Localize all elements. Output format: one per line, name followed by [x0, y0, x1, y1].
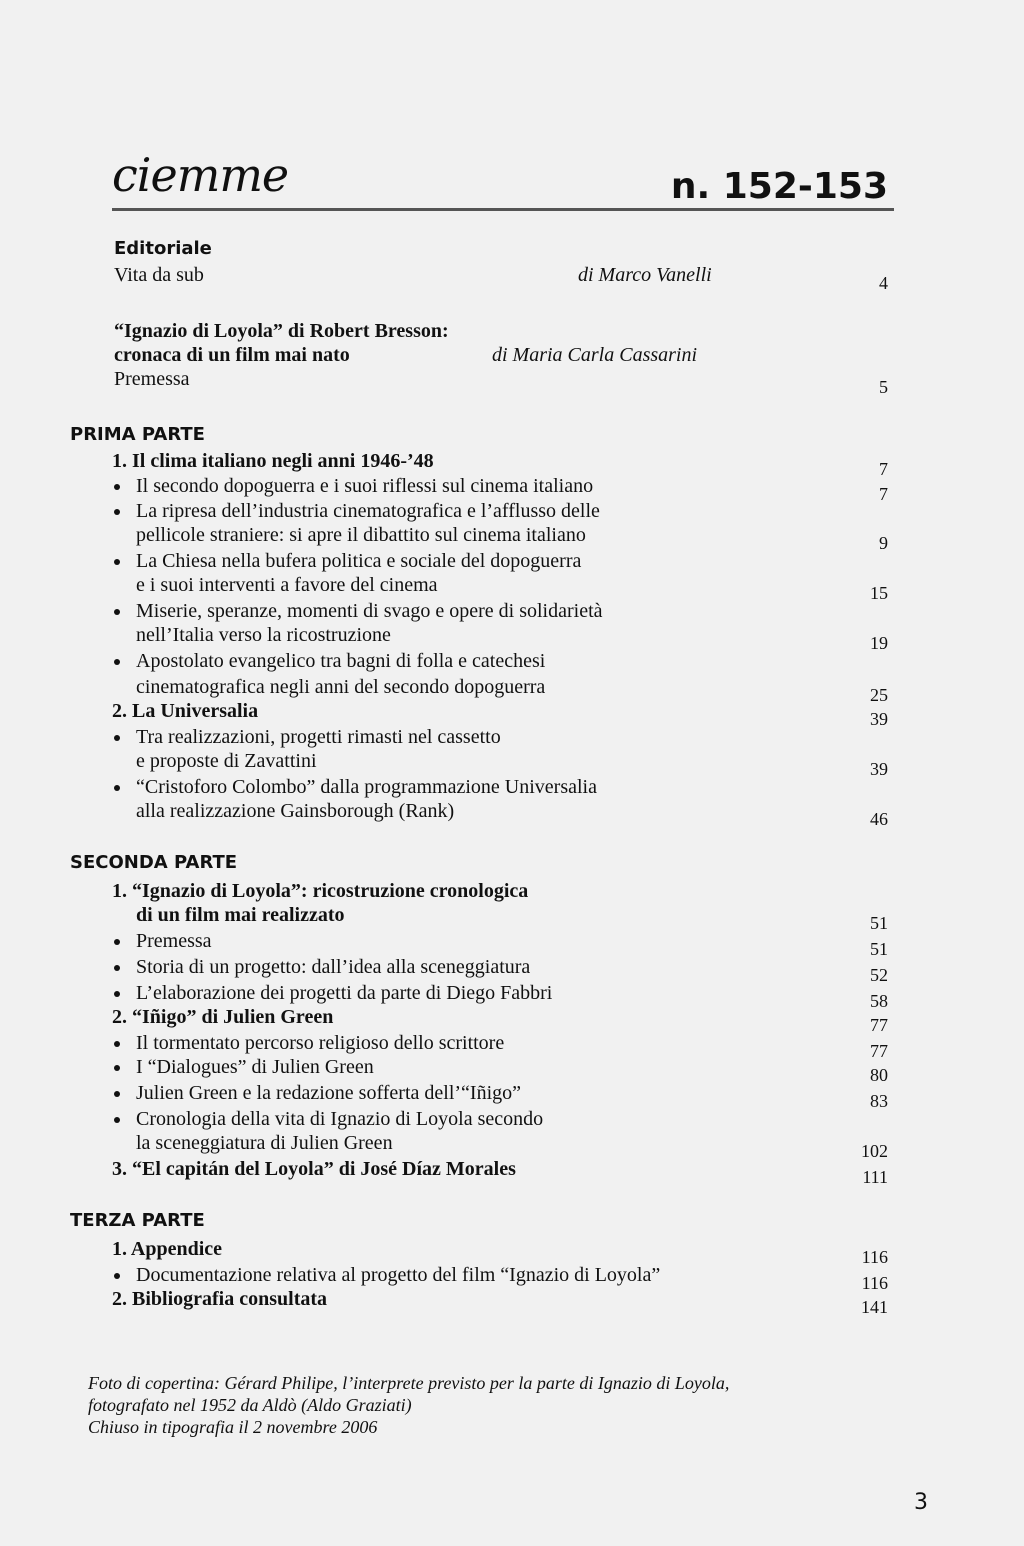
entry-title: nell’Italia verso la ricostruzione — [136, 624, 391, 646]
chapter-title: 1. “Ignazio di Loyola”: ricostruzione cronologica — [112, 880, 529, 902]
chapter-title: 3. “El capitán del Loyola” di José Díaz Morales — [112, 1158, 516, 1180]
page-number: 46 — [870, 809, 888, 829]
chapter-entry — [0, 1004, 1024, 1035]
chapter-entry — [0, 878, 1024, 904]
feature-subtitle-line: cronaca di un film mai nato — [114, 344, 350, 366]
entry-title: alla realizzazione Gainsborough (Rank) — [136, 800, 455, 822]
page-number: 19 — [870, 633, 888, 653]
page-number: 102 — [861, 1141, 888, 1161]
entry-author: di Maria Carla Cassarini — [492, 344, 698, 366]
chapter-title: 2. Bibliografia consultata — [112, 1288, 328, 1310]
section-heading-terza: TERZA PARTE — [70, 1210, 205, 1231]
page-number: 25 — [870, 685, 888, 705]
toc-entry-cont — [0, 572, 1024, 603]
toc-entry — [0, 1080, 1024, 1111]
feature-title-line: “Ignazio di Loyola” di Robert Bresson: — [114, 320, 449, 342]
page-number: 51 — [870, 939, 888, 959]
page-number: 7 — [879, 459, 888, 479]
chapter-title: 2. “Iñigo” di Julien Green — [112, 1006, 334, 1028]
toc-entry — [0, 262, 1024, 293]
chapter-title: di un film mai realizzato — [136, 904, 345, 926]
bullet-icon — [114, 1065, 120, 1071]
page-number: 51 — [870, 913, 888, 933]
chapter-title: 1. Appendice — [112, 1238, 223, 1260]
toc-entry-cont — [0, 522, 1024, 553]
print-date: Chiuso in tipografia il 2 novembre 2006 — [88, 1417, 378, 1437]
page-number: 111 — [862, 1167, 888, 1187]
toc-entry — [0, 598, 1024, 624]
page-number: 80 — [870, 1065, 888, 1085]
bullet-icon — [114, 939, 120, 945]
section-heading-prima: PRIMA PARTE — [70, 424, 205, 445]
entry-title: e proposte di Zavattini — [136, 750, 317, 772]
toc-entry-cont — [0, 1130, 1024, 1161]
chapter-entry — [0, 448, 1024, 479]
page-number: 39 — [870, 709, 888, 729]
bullet-icon — [114, 735, 120, 741]
feature-title — [0, 318, 1024, 344]
toc-entry — [0, 473, 1024, 504]
cover-credit — [88, 1372, 729, 1438]
entry-title: Premessa — [136, 930, 212, 952]
entry-title: L’elaborazione dei progetti da parte di Diego Fabbri — [136, 982, 553, 1004]
entry-title: Julien Green e la redazione sofferta dell’“Iñigo” — [136, 1082, 521, 1104]
page-folio: 3 — [914, 1490, 928, 1515]
entry-title: Storia di un progetto: dall’idea alla sceneggiatura — [136, 956, 531, 978]
entry-title: Documentazione relativa al progetto del film “Ignazio di Loyola” — [136, 1264, 661, 1286]
bullet-icon — [114, 559, 120, 565]
bullet-icon — [114, 965, 120, 971]
toc-entry — [0, 928, 1024, 959]
toc-entry — [0, 1054, 1024, 1085]
editoriale-heading: Editoriale — [114, 238, 212, 259]
entry-title: “Cristoforo Colombo” dalla programmazione Universalia — [136, 776, 597, 798]
entry-title: pellicole straniere: si apre il dibattito sul cinema italiano — [136, 524, 586, 546]
entry-title: Vita da sub — [114, 264, 204, 286]
bullet-icon — [114, 1273, 120, 1279]
chapter-entry — [0, 698, 1024, 729]
toc-entry-cont — [0, 748, 1024, 779]
bullet-icon — [114, 484, 120, 490]
entry-title: Il secondo dopoguerra e i suoi riflessi sul cinema italiano — [136, 475, 594, 497]
toc-entry — [0, 1106, 1024, 1132]
toc-entry — [0, 954, 1024, 985]
chapter-entry-cont — [0, 902, 1024, 933]
page-number: 116 — [861, 1247, 888, 1267]
entry-title: I “Dialogues” di Julien Green — [136, 1056, 374, 1078]
bullet-icon — [114, 509, 120, 515]
entry-title: Tra realizzazioni, progetti rimasti nel cassetto — [136, 726, 501, 748]
bullet-icon — [114, 1117, 120, 1123]
toc-entry — [0, 648, 1024, 674]
page-number: 52 — [870, 965, 888, 985]
toc-entry-cont — [0, 674, 1024, 705]
page-number: 77 — [870, 1041, 888, 1061]
chapter-entry — [0, 1236, 1024, 1267]
bullet-icon — [114, 609, 120, 615]
cover-credit-line: Foto di copertina: Gérard Philipe, l’interprete previsto per la parte di Ignazio di Loyola, — [88, 1373, 730, 1393]
page-number: 4 — [879, 273, 888, 293]
bullet-icon — [114, 659, 120, 665]
entry-title: e i suoi interventi a favore del cinema — [136, 574, 438, 596]
entry-title: Premessa — [114, 368, 190, 390]
toc-entry-cont — [0, 798, 1024, 829]
chapter-entry — [0, 1286, 1024, 1317]
entry-title: Miserie, speranze, momenti di svago e opere di solidarietà — [136, 600, 603, 622]
entry-author: di Marco Vanelli — [578, 264, 712, 286]
page-number: 77 — [870, 1015, 888, 1035]
entry-title: cinematografica negli anni del secondo dopoguerra — [136, 676, 546, 698]
page-number: 116 — [861, 1273, 888, 1293]
section-heading-seconda: SECONDA PARTE — [70, 852, 238, 873]
toc-entry-cont — [0, 622, 1024, 653]
page-number: 58 — [870, 991, 888, 1011]
toc-entry — [0, 980, 1024, 1011]
bullet-icon — [114, 1041, 120, 1047]
toc-entry — [0, 724, 1024, 750]
bullet-icon — [114, 991, 120, 997]
chapter-title: 1. Il clima italiano negli anni 1946-’48 — [112, 450, 434, 472]
toc-entry — [0, 548, 1024, 574]
feature-subtitle — [0, 342, 1024, 368]
entry-title: Il tormentato percorso religioso dello scrittore — [136, 1032, 505, 1054]
page-number: 5 — [879, 377, 888, 397]
page-number: 15 — [870, 583, 888, 603]
chapter-entry — [0, 1156, 1024, 1187]
entry-title: la sceneggiatura di Julien Green — [136, 1132, 393, 1154]
bullet-icon — [114, 785, 120, 791]
chapter-title: 2. La Universalia — [112, 700, 259, 722]
toc-entry — [0, 774, 1024, 800]
toc-entry — [0, 1030, 1024, 1061]
page-number: 83 — [870, 1091, 888, 1111]
bullet-icon — [114, 1091, 120, 1097]
toc-entry — [0, 366, 1024, 397]
toc-entry — [0, 1262, 1024, 1293]
entry-title: La ripresa dell’industria cinematografica e l’afflusso delle — [136, 500, 600, 522]
page-number: 141 — [861, 1297, 888, 1317]
entry-title: Apostolato evangelico tra bagni di folla e catechesi — [136, 650, 546, 672]
magazine-logo: ciemme — [112, 148, 289, 202]
issue-number: n. 152-153 — [670, 166, 888, 207]
entry-title: La Chiesa nella bufera politica e sociale del dopoguerra — [136, 550, 582, 572]
page-number: 7 — [879, 484, 888, 504]
entry-title: Cronologia della vita di Ignazio di Loyola secondo — [136, 1108, 544, 1130]
cover-credit-line: fotografato nel 1952 da Aldò (Aldo Graziati) — [88, 1395, 412, 1415]
header-rule — [112, 208, 894, 211]
page-number: 9 — [879, 533, 888, 553]
page-number: 39 — [870, 759, 888, 779]
toc-entry — [0, 498, 1024, 524]
